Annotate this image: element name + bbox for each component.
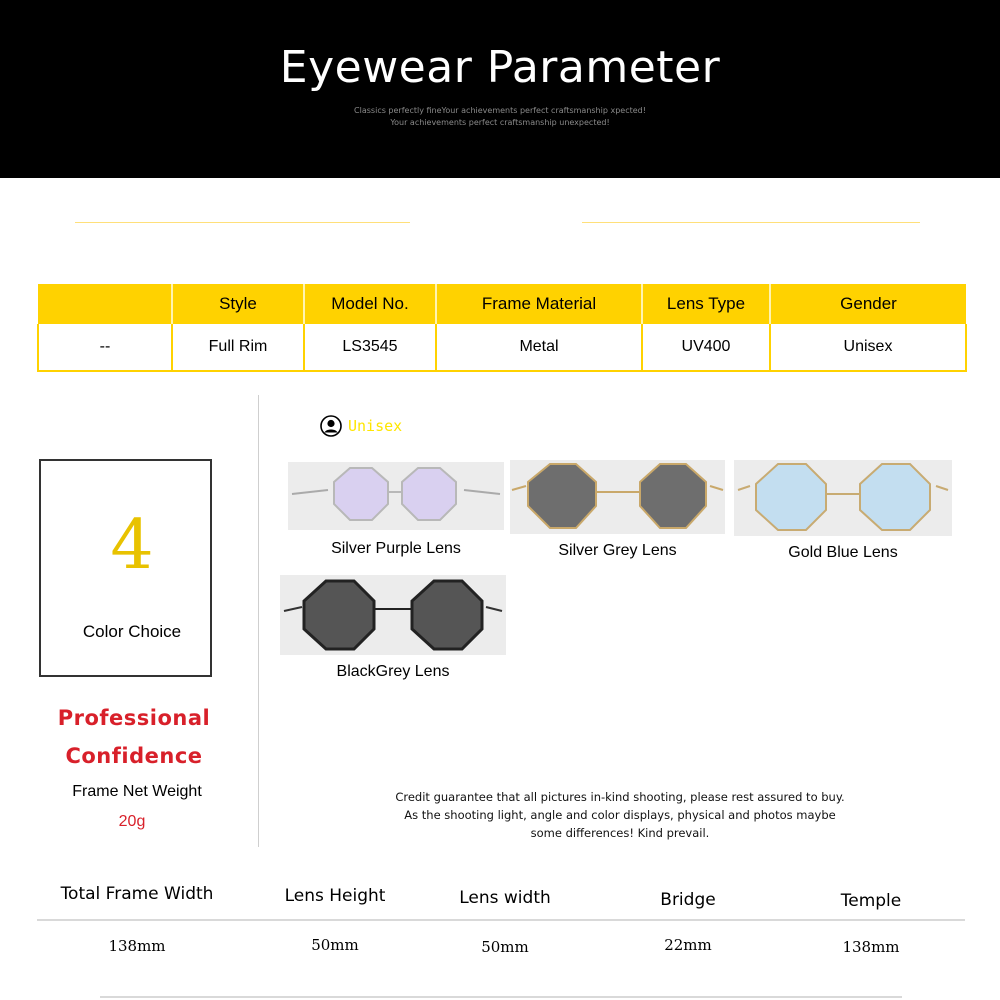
dimension-temple (771, 880, 971, 956)
glasses-image (288, 462, 504, 530)
gender-badge-text: Unisex (348, 417, 403, 435)
param-header-gender: Gender (770, 284, 966, 324)
bottom-divider (100, 996, 902, 998)
person-icon (320, 415, 342, 437)
product-label: Gold Blue Lens (788, 544, 898, 561)
param-header-model: Model No. (304, 284, 436, 324)
credit-line-3: some differences! Kind prevail. (530, 826, 710, 840)
product-photo (510, 460, 725, 534)
dimension-label: Lens Height (284, 886, 386, 906)
dimension-label: Bridge (660, 890, 716, 910)
param-value-model: LS3545 (304, 324, 436, 371)
color-choice-label: Color Choice (82, 622, 182, 641)
dimension-bridge (588, 880, 788, 954)
param-value-style: Full Rim (172, 324, 304, 371)
dimension-value: 50mm (311, 936, 359, 954)
dimensions-divider (37, 919, 965, 921)
product-silver-grey[interactable] (510, 460, 725, 559)
parameter-header-row (38, 284, 966, 324)
param-header-blank (38, 284, 172, 324)
product-label: BlackGrey Lens (336, 663, 450, 680)
parameter-value-row (38, 324, 966, 371)
product-gold-blue[interactable] (734, 460, 952, 561)
product-label: Silver Purple Lens (331, 540, 461, 557)
gender-badge (320, 414, 402, 438)
product-photo (734, 460, 952, 536)
confidence-text: Confidence (65, 744, 203, 768)
product-photo (288, 462, 504, 530)
credit-line-1: Credit guarantee that all pictures in-kind shooting, please rest assured to buy. (395, 790, 845, 804)
dimension-value: 138mm (842, 938, 900, 956)
param-header-lens-type: Lens Type (642, 284, 770, 324)
divider-left (75, 222, 410, 223)
dimension-label: Lens width (459, 888, 551, 908)
param-value-lens-type: UV400 (642, 324, 770, 371)
dimension-lens-width (405, 880, 605, 956)
param-header-style: Style (172, 284, 304, 324)
frame-weight-value: 20g (118, 813, 146, 830)
dimension-value: 50mm (481, 938, 529, 956)
product-label: Silver Grey Lens (558, 542, 677, 559)
param-value-gender: Unisex (770, 324, 966, 371)
parameter-table (37, 284, 967, 372)
param-header-material: Frame Material (436, 284, 642, 324)
dimension-label: Temple (840, 891, 902, 911)
divider-right (582, 222, 920, 223)
dimension-value: 22mm (664, 936, 712, 954)
credit-line-2: As the shooting light, angle and color displays, physical and photos maybe (404, 808, 836, 822)
product-photo (280, 575, 506, 655)
product-silver-purple[interactable] (288, 462, 504, 557)
glasses-image (510, 460, 725, 534)
dimension-total-frame-width (37, 880, 237, 955)
professional-text: Professional (57, 706, 211, 730)
header-banner (0, 0, 1000, 178)
header-subtitle-2: Your achievements perfect craftsmanship unexpected! (390, 118, 610, 127)
dimension-label: Total Frame Width (60, 884, 214, 904)
glasses-image (734, 460, 952, 536)
color-count: 4 (110, 506, 154, 585)
param-value-material: Metal (436, 324, 642, 371)
dimension-value: 138mm (108, 937, 166, 955)
vertical-divider (258, 395, 259, 847)
header-subtitle-1: Classics perfectly fineYour achievements perfect craftsmanship xpected! (354, 106, 646, 115)
product-black-grey[interactable] (280, 575, 506, 680)
page-title: Eyewear Parameter (279, 42, 721, 93)
glasses-image (280, 575, 506, 655)
frame-weight-label: Frame Net Weight (72, 783, 202, 800)
param-value-blank: -- (38, 324, 172, 371)
